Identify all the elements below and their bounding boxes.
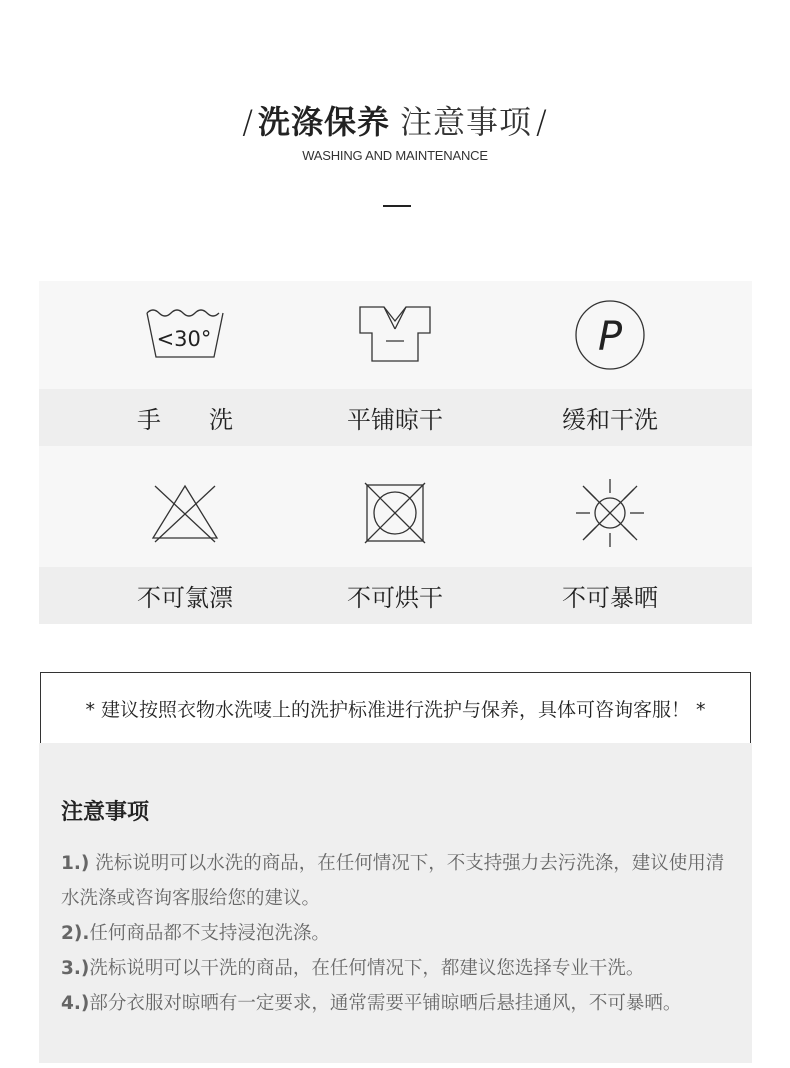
note-text: 洗标说明可以干洗的商品，在任何情况下，都建议您选择专业干洗。	[89, 958, 645, 979]
care-symbols-panel	[39, 281, 752, 624]
care-icon-cell	[285, 281, 505, 389]
note-number: 4.)	[61, 993, 90, 1014]
care-label: 平铺晾干	[347, 406, 443, 434]
note-item	[61, 916, 741, 951]
note-text: 部分衣服对晾晒有一定要求，通常需要平铺晾晒后悬挂通风，不可暴晒。	[89, 993, 682, 1014]
hand-wash-icon	[143, 305, 227, 365]
note-item	[61, 986, 741, 1021]
gentle-dry-clean-icon	[574, 299, 646, 371]
do-not-sun-dry-icon	[573, 476, 647, 550]
care-icons-row-1	[39, 281, 752, 389]
page-title	[0, 100, 790, 144]
care-labels-row-2	[39, 567, 752, 624]
care-icons-row-2	[39, 459, 752, 567]
dry-clean-letter: P	[597, 314, 623, 360]
note-item	[61, 951, 741, 986]
notes-title: 注意事项	[61, 800, 150, 825]
note-number: 3.)	[61, 958, 90, 979]
title-slash-left: /	[242, 103, 254, 141]
do-not-tumble-dry-icon	[363, 481, 427, 545]
care-label: 不可烘干	[347, 584, 443, 612]
note-text: 洗标说明可以水洗的商品，在任何情况下，不支持强力去污洗涤，建议使用清水洗涤或咨询客服给您的建议。	[61, 853, 725, 909]
note-text: 任何商品都不支持浸泡洗涤。	[89, 923, 330, 944]
notes-list	[61, 846, 741, 1021]
page-header	[0, 100, 790, 163]
care-label: 手洗	[137, 406, 281, 434]
note-number: 1.)	[61, 853, 90, 874]
care-label: 不可暴晒	[562, 584, 658, 612]
notes-section	[39, 743, 752, 1063]
hand-wash-temp: <30°	[156, 327, 212, 351]
care-icon-cell	[75, 459, 295, 567]
note-item	[61, 846, 741, 916]
care-label: 不可氯漂	[137, 584, 233, 612]
care-icon-cell	[500, 281, 720, 389]
care-icon-cell	[285, 459, 505, 567]
note-number: 2).	[61, 923, 90, 944]
do-not-bleach-icon	[149, 482, 221, 544]
care-icon-cell	[75, 281, 295, 389]
page-subtitle: WASHING AND MAINTENANCE	[302, 148, 488, 163]
title-divider	[383, 205, 411, 207]
care-labels-row-1	[39, 389, 752, 446]
title-slash-right: /	[536, 103, 548, 141]
title-bold: 洗涤保养	[257, 103, 390, 141]
care-icon-cell	[500, 459, 720, 567]
advice-notice: * 建议按照衣物水洗唛上的洗护标准进行洗护与保养，具体可咨询客服！ *	[40, 672, 751, 744]
dry-flat-icon	[358, 303, 432, 367]
title-light: 注意事项	[400, 103, 533, 141]
care-label: 缓和干洗	[562, 406, 658, 434]
